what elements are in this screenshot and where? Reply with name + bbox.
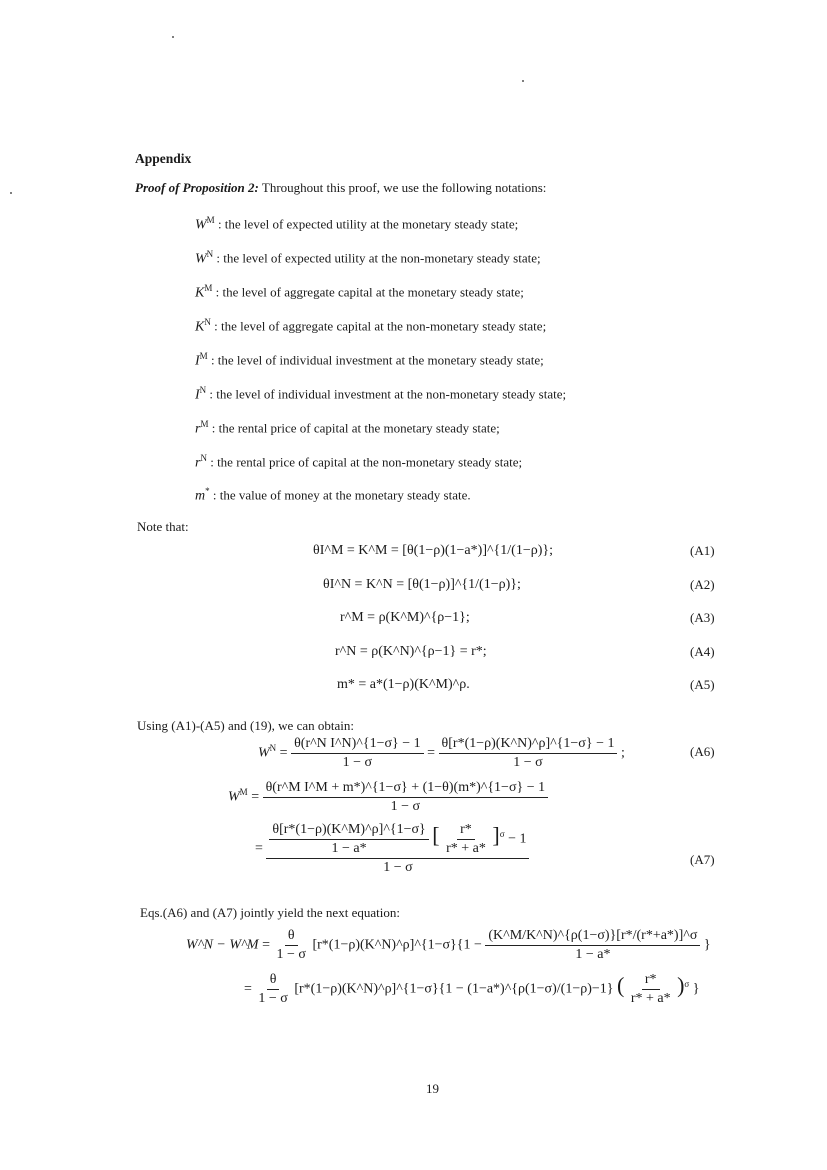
equation-label: (A3) (690, 610, 715, 625)
equation-diff-line1: W^N − W^M = $\frac{\theta}{1 - \sigma}$ [r*(1−ρ)(K^N)^ρ]^{1−σ}{1 − $\frac{(K\^{}M/K\^{}N)\^{}\{\rho(1-\sigma)\}[r*/(r*+a*)]\^{}\sigma}{1 - a*}$ } (186, 928, 711, 962)
proof-intro-line (135, 180, 546, 196)
notation-symbol: I (195, 353, 200, 369)
equation-a3: r^M = ρ(K^M)^{ρ−1}; (340, 610, 470, 625)
notation-text: : the level of aggregate capital at the non-monetary steady state; (214, 318, 547, 334)
notation-superscript: M (200, 419, 209, 429)
notation-superscript: N (206, 249, 214, 259)
equation-label: (A2) (690, 577, 715, 592)
equation-a7-line2: = $\frac{\theta[r*(1-\rho)(K\^{}M)\^{}\rho]\^{}\{1-\sigma\}}{1 - a*}$ [ $\frac{r*}{r* + a*}$ ]$^\sigma$ − 1 1 − σ (255, 822, 529, 876)
equation-a7-label: (A7) (690, 852, 715, 867)
notation-symbol: W (195, 251, 207, 267)
a7-outer-frac: $\frac{\theta[r*(1-\rho)(K\^{}M)\^{}\rho]\^{}\{1-\sigma\}}{1 - a*}$ [ $\frac{r*}{r* + a*}$ ]$^\sigma$ − 1 1 − σ (266, 822, 529, 876)
notation-superscript: * (205, 486, 210, 496)
stray-mark (10, 192, 12, 194)
jointly-text: Eqs.(A6) and (A7) jointly yield the next equation: (140, 905, 400, 920)
stray-mark (172, 36, 174, 38)
notation-symbol: r (195, 421, 201, 437)
equation-a5: m* = a*(1−ρ)(K^M)^ρ. (337, 677, 470, 692)
a7-bracket-frac: $\frac{r*}{r* + a*}$ (446, 822, 486, 856)
notation-item (195, 283, 524, 301)
notation-text: : the level of aggregate capital at the monetary steady state; (215, 284, 524, 300)
a6-frac1: $\frac{\text{θ(r\textasciicircum{}N I\textasciicircum{}N)\textasciicircum{}\{1−σ\} − 1}}{1 - \sigma}$ (291, 736, 424, 771)
a7-inner-frac: $\frac{\theta[r*(1-\rho)(K\^{}M)\^{}\rho]\^{}\{1-\sigma\}}{1 - a*}$ (269, 822, 428, 857)
notation-text: : the level of individual investment at the non-monetary steady state; (209, 386, 567, 402)
notation-symbol: K (195, 285, 205, 301)
notation-symbol: K (195, 319, 205, 335)
equation-a6-label: (A6) (690, 744, 715, 759)
notation-item (195, 317, 546, 335)
notation-text: : the level of expected utility at the non-monetary steady state; (216, 250, 541, 266)
notation-item (195, 385, 566, 403)
using-text: Using (A1)-(A5) and (19), we can obtain: (137, 718, 354, 733)
a7-frac1: $\frac{\text{θ(r\textasciicircum{}M I\textasciicircum{}M + m*)\textasciicircum{}\{1−σ\} + (1−θ)(m*)\textasciicircum{}\{1−σ\} − 1}}{1 - \sigma}$ (263, 780, 549, 815)
proof-intro-text: Throughout this proof, we use the following notations: (261, 180, 547, 195)
notation-item (195, 419, 500, 437)
notation-item (195, 215, 518, 233)
notation-item (195, 453, 522, 471)
notation-text: : the value of money at the monetary steady state. (212, 487, 471, 503)
equation-a2: θI^N = K^N = [θ(1−ρ)]^{1/(1−ρ)}; (323, 577, 521, 592)
equation-label: (A4) (690, 644, 715, 659)
notation-symbol: I (195, 387, 200, 403)
notation-symbol: m (195, 488, 206, 504)
notation-superscript: N (204, 317, 211, 327)
notation-superscript: M (206, 215, 215, 225)
notation-superscript: M (199, 351, 208, 361)
notation-item (195, 486, 471, 504)
a6-lhs: W (258, 745, 270, 761)
notation-text: : the rental price of capital at the non-monetary steady state; (210, 454, 523, 470)
notation-superscript: N (199, 385, 207, 395)
equation-a6: $W^N$ = $\frac{\text{θ(r\textasciicircum{}N I\textasciicircum{}N)\textasciicircum{}\{1−σ\} − 1}}{1 - \sigma}$ = $\frac{\theta[r*(1-\rho)(K\^{}N)\^{}\rho]\^{}\{1-\sigma\} - 1}{1 - \sigma}$ ; (258, 736, 625, 770)
proof-title: Proof of Proposition 2: (135, 180, 259, 195)
notation-symbol: r (195, 455, 201, 471)
notation-item (195, 351, 544, 369)
equation-label: (A5) (690, 677, 715, 692)
notation-symbol: W (195, 217, 207, 233)
appendix-heading: Appendix (135, 151, 192, 166)
equation-a4: r^N = ρ(K^N)^{ρ−1} = r*; (335, 644, 487, 659)
equation-label: (A1) (690, 543, 715, 558)
equation-a1: θI^M = K^M = [θ(1−ρ)(1−a*)]^{1/(1−ρ)}; (313, 543, 553, 558)
notation-superscript: N (200, 453, 207, 463)
notation-superscript: M (204, 283, 213, 293)
equation-diff-line2: = $\frac{\theta}{1 - \sigma}$ [r*(1−ρ)(K^N)^ρ]^{1−σ}{1 − (1−a*)^{ρ(1−σ)/(1−ρ)−1} ( $\frac{r*}{r* + a*}$ )$^\sigma$ } (244, 972, 700, 1006)
equation-a7-line1: $W^M$ = $\frac{\text{θ(r\textasciicircum{}M I\textasciicircum{}M + m*)\textasciicircum{}\{1−σ\} + (1−θ)(m*)\textasciicircum{}\{1−σ\} − 1}}{1 - \sigma}$ (228, 780, 548, 815)
notation-text: : the rental price of capital at the monetary steady state; (211, 420, 500, 436)
notation-item (195, 249, 541, 267)
page-number: 19 (426, 1081, 439, 1096)
note-that-label: Note that: (137, 519, 189, 534)
stray-mark (522, 80, 524, 82)
notation-text: : the level of expected utility at the monetary steady state; (217, 216, 519, 232)
a6-frac2: $\frac{\theta[r*(1-\rho)(K\^{}N)\^{}\rho]\^{}\{1-\sigma\} - 1}{1 - \sigma}$ (439, 736, 618, 771)
notation-text: : the level of individual investment at the monetary steady state; (210, 352, 544, 368)
